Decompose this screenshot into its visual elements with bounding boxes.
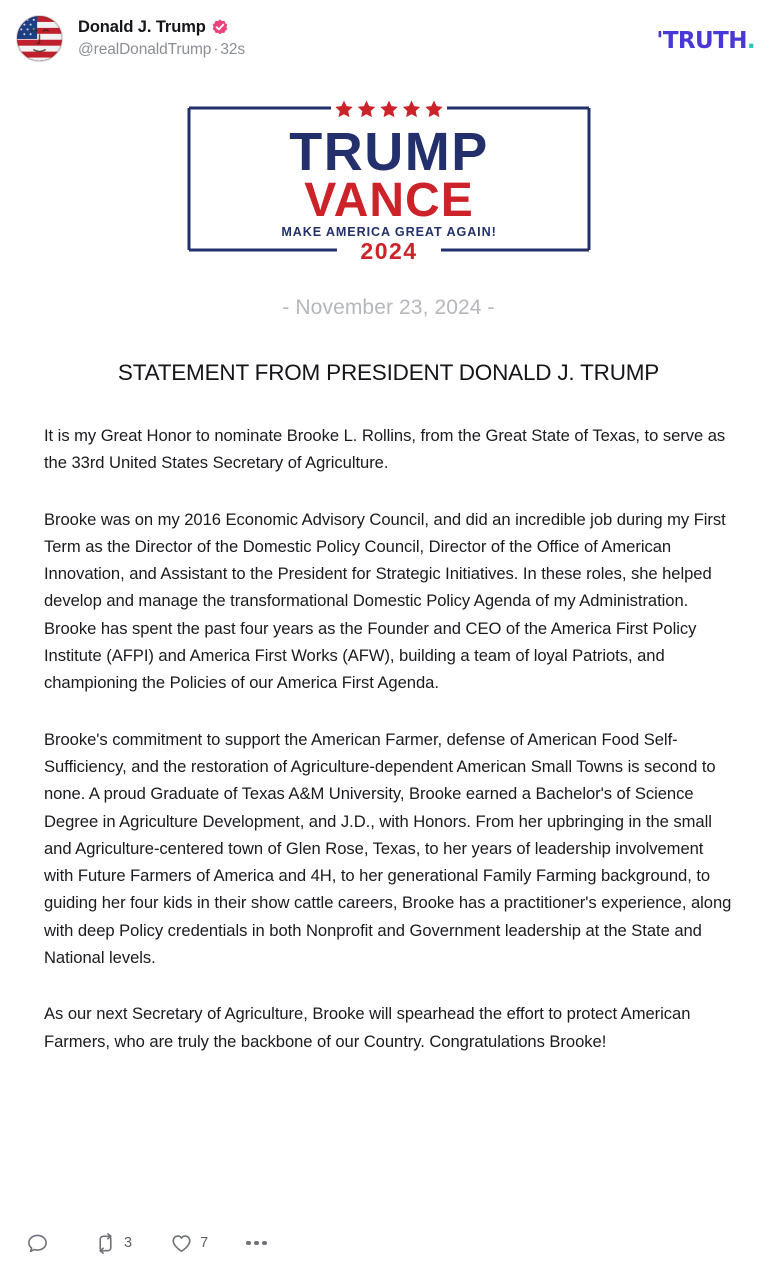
- statement-headline: STATEMENT FROM PRESIDENT DONALD J. TRUMP: [117, 360, 660, 385]
- post-timestamp[interactable]: 32s: [220, 41, 246, 58]
- more-options-button[interactable]: [246, 1241, 267, 1246]
- repost-icon: [94, 1232, 117, 1255]
- statement-body: [0, 422, 777, 1055]
- author-handle[interactable]: @realDonaldTrump: [78, 41, 212, 58]
- svg-text:TRUMP: TRUMP: [288, 122, 489, 182]
- statement-paragraph: Brooke's commitment to support the American Farmer, defense of American Food Self-Sufficiency, and the restoration of Agriculture-dependent American Small Towns is second to none. A proud Graduate of Texas A&M University, Brooke earned a Bachelor's of Science Degree in Agriculture Development, and J.D., with Honors. From her upbringing in the small and Agriculture-centered town of Glen Rose, Texas, to her years of leadership involvement with Future Farmers of America and 4H, to her generational Family Farming background, to guiding her four kids in their show cattle careers, Brooke has a practitioner's experience, along with deep Policy credentials in both Nonprofit and Government leadership at the State and National levels.: [44, 729, 732, 968]
- statement-paragraph: It is my Great Honor to nominate Brooke L. Rollins, from the Great State of Texas, to serve as the 33rd United States Secretary of Agriculture.: [44, 426, 726, 473]
- statement-date: - November 23, 2024 -: [282, 296, 495, 319]
- repost-count: 3: [124, 1234, 133, 1251]
- author-handle-row: [78, 41, 245, 59]
- logo-tick: ': [656, 28, 663, 54]
- trump-vance-campaign-sign-image[interactable]: [179, 94, 599, 264]
- author-name-row: [78, 16, 245, 38]
- post-action-bar: [0, 1212, 777, 1274]
- display-name[interactable]: Donald J. Trump: [78, 17, 206, 36]
- logo-wordmark: TRUTH: [662, 28, 747, 54]
- verified-badge-icon: [212, 19, 228, 35]
- comment-button[interactable]: [26, 1232, 56, 1255]
- campaign-sign-wrap: [0, 94, 777, 264]
- comment-icon: [26, 1232, 49, 1255]
- truth-social-logo: [656, 28, 755, 54]
- author-identity: [78, 15, 245, 59]
- more-options-icon: [246, 1241, 251, 1246]
- statement-paragraph: Brooke was on my 2016 Economic Advisory Council, and did an incredible job during my First Term as the Director of the Domestic Policy Council, Director of the Office of American Innovation, and Assistant to the President for Strategic Initiatives. In these roles, she helped develop and manage the transformational Domestic Policy Agenda of my Administration. Brooke has spent the past four years as the Founder and CEO of the America First Policy Institute (AFPI) and America First Works (AFW), building a team of loyal Patriots, and championing the Policies of our America First Agenda.: [44, 509, 726, 693]
- meta-separator: ·: [213, 41, 219, 58]
- heart-icon: [170, 1232, 193, 1255]
- like-count: 7: [200, 1234, 209, 1251]
- more-options-icon: [254, 1241, 259, 1246]
- more-options-icon: [262, 1241, 267, 1246]
- statement-paragraph: As our next Secretary of Agriculture, Brooke will spearhead the effort to protect American Farmers, who are truly the backbone of our Country. Congratulations Brooke!: [44, 1004, 691, 1051]
- svg-text:VANCE: VANCE: [303, 174, 474, 227]
- avatar[interactable]: [16, 15, 63, 62]
- svg-text:2024: 2024: [359, 238, 418, 264]
- repost-button[interactable]: [94, 1232, 132, 1255]
- svg-text:MAKE AMERICA GREAT AGAIN!: MAKE AMERICA GREAT AGAIN!: [280, 225, 497, 239]
- logo-dot: .: [746, 28, 755, 54]
- like-button[interactable]: [170, 1232, 208, 1255]
